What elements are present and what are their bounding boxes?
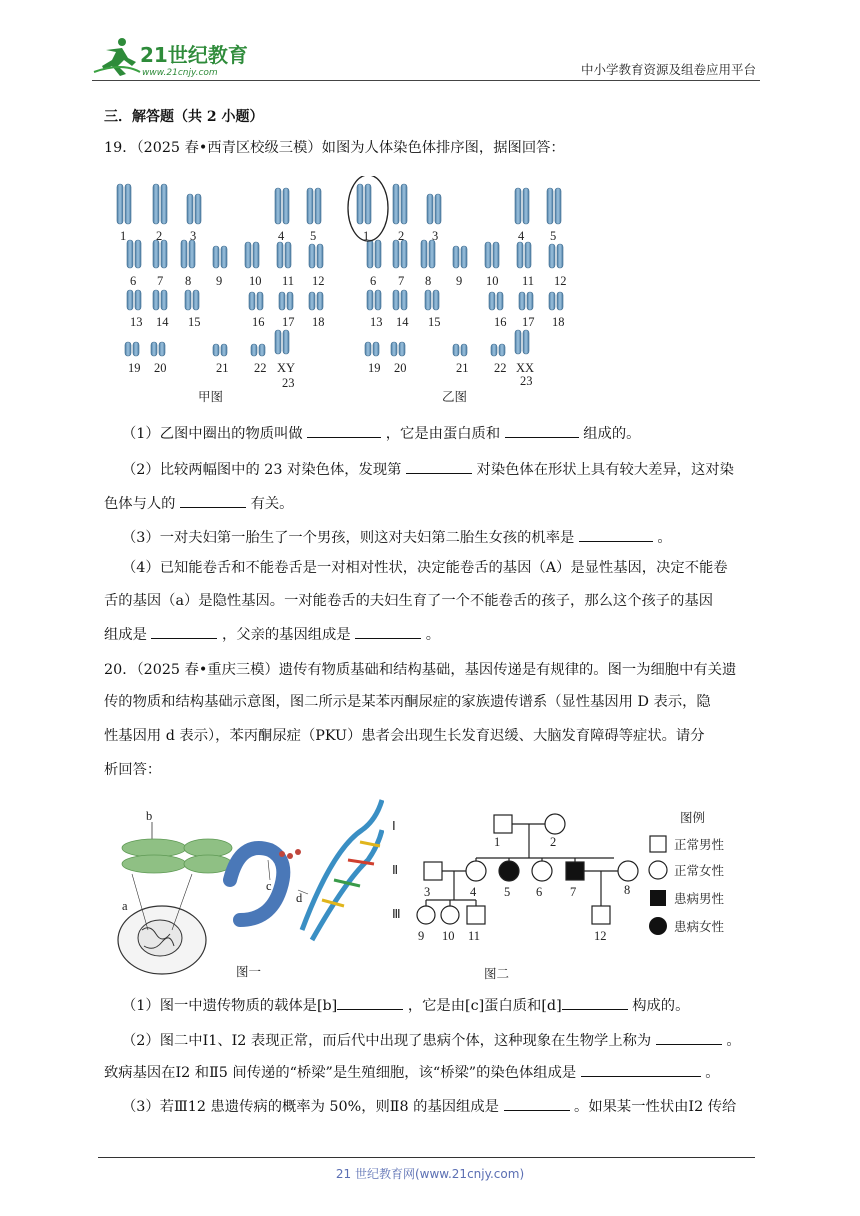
section-title: 三．解答题（共 2 小题） (104, 109, 264, 125)
caption-jia: 甲图 (198, 390, 224, 404)
answer-blank[interactable] (656, 1030, 722, 1045)
chromosome (189, 240, 195, 268)
chromosome (275, 188, 281, 224)
svg-text:19: 19 (368, 361, 381, 375)
svg-text:2: 2 (156, 229, 163, 243)
footer-text: 21 世纪教育网(www.21cnjy.com) (335, 1167, 525, 1181)
chromosome (309, 244, 315, 268)
chromosome (315, 188, 321, 224)
svg-text:11: 11 (522, 274, 535, 288)
svg-text:10: 10 (486, 274, 499, 288)
chromosome (485, 242, 491, 268)
chromosome (283, 330, 289, 354)
svg-text:21: 21 (456, 361, 469, 375)
chromosome (185, 290, 191, 310)
pedigree-legend (649, 810, 725, 935)
chromosome (489, 292, 495, 310)
svg-text:XX: XX (516, 361, 535, 375)
chromosome (245, 242, 251, 268)
chromosome (275, 330, 281, 354)
svg-text:XY: XY (277, 361, 296, 375)
svg-text:17: 17 (522, 315, 535, 329)
chromosome (557, 244, 563, 268)
chromosome (491, 344, 497, 356)
svg-text:23: 23 (282, 376, 295, 390)
chromosome (287, 292, 293, 310)
svg-text:7: 7 (570, 885, 577, 899)
answer-blank[interactable] (581, 1062, 701, 1077)
chromosome (429, 240, 435, 268)
pedigree-III12 (592, 906, 610, 924)
pedigree-II3 (424, 862, 442, 880)
chromosome (151, 342, 157, 356)
chromosome (497, 292, 503, 310)
chromosome (367, 240, 373, 268)
chromosome (133, 342, 139, 356)
q20-line3: 性基因用 d 表示），苯丙酮尿症（PKU）患者会出现生长发育迟缓、大脑发育障碍等症状。请分 (104, 728, 705, 744)
svg-text:3: 3 (432, 229, 439, 243)
chromosome (453, 246, 459, 268)
chromosome (357, 184, 363, 224)
svg-text:5: 5 (310, 229, 317, 243)
svg-text:5: 5 (504, 885, 511, 899)
svg-text:5: 5 (550, 229, 557, 243)
chromosome (117, 184, 123, 224)
chromosome (401, 184, 407, 224)
chromosome (259, 344, 265, 356)
chromosome (213, 344, 219, 356)
chromosome (393, 240, 399, 268)
answer-blank[interactable] (355, 624, 421, 639)
pedigree-III9 (417, 906, 435, 924)
svg-text:正常男性: 正常男性 (674, 838, 725, 852)
pedigree-figure (384, 800, 776, 986)
q20-part2: （2）图二中Ⅰ1、Ⅰ2 表现正常，而后代中出现了患病个体，这种现象在生物学上称为 。 (122, 1030, 741, 1051)
chromosome (515, 188, 521, 224)
q20-part2-cont: 致病基因在Ⅰ2 和Ⅱ5 间传递的“桥梁”是生殖细胞，该“桥梁”的染色体组成是 。 (104, 1062, 720, 1083)
chromosome (375, 290, 381, 310)
svg-text:4: 4 (470, 885, 477, 899)
chromosome (375, 240, 381, 268)
svg-text:23: 23 (520, 374, 533, 388)
svg-text:4: 4 (518, 229, 525, 243)
svg-text:6: 6 (536, 885, 543, 899)
chromosome (153, 290, 159, 310)
q20-line4: 析回答： (104, 762, 162, 778)
chromosome (365, 184, 371, 224)
svg-text:8: 8 (425, 274, 432, 288)
chromosome (421, 240, 427, 268)
svg-text:12: 12 (594, 929, 607, 943)
svg-text:a: a (122, 899, 128, 913)
chromosome (159, 342, 165, 356)
chromosome (525, 242, 531, 268)
svg-text:20: 20 (394, 361, 407, 375)
svg-text:21: 21 (216, 361, 229, 375)
svg-text:6: 6 (130, 274, 137, 288)
q19-part3: （3）一对夫妇第一胎生了一个男孩，则这对夫妇第二胎生女孩的机率是 。 (122, 527, 672, 548)
chromosome (433, 290, 439, 310)
chromosome (517, 242, 523, 268)
svg-text:Ⅱ: Ⅱ (392, 863, 399, 877)
svg-text:19: 19 (128, 361, 141, 375)
chromosome (161, 184, 167, 224)
q20-line2: 传的物质和结构基础示意图，图二所示是某苯丙酮尿症的家族遗传谱系（显性基因用 D 表示，隐 (104, 694, 711, 710)
svg-text:患病男性: 患病男性 (674, 892, 725, 906)
svg-text:7: 7 (398, 274, 405, 288)
chromosome-pairs (117, 184, 563, 356)
pedigree-II7 (566, 862, 584, 880)
pedigree-I1 (494, 815, 512, 833)
chromosome (279, 292, 285, 310)
chromosome (125, 342, 131, 356)
svg-text:患病女性: 患病女性 (674, 920, 725, 934)
dna-double-helix (302, 800, 382, 940)
chromosome (125, 184, 131, 224)
svg-text:12: 12 (554, 274, 567, 288)
svg-text:18: 18 (312, 315, 325, 329)
chromosome (527, 292, 533, 310)
svg-text:9: 9 (456, 274, 463, 288)
svg-text:1: 1 (363, 229, 370, 243)
pedigree-II6 (532, 861, 552, 881)
pedigree-II8 (618, 861, 638, 881)
chromosome (161, 290, 167, 310)
chromosome (317, 244, 323, 268)
svg-text:16: 16 (252, 315, 265, 329)
platform-name: 中小学教育资源及组卷应用平台 (580, 62, 756, 77)
svg-text:14: 14 (156, 315, 169, 329)
chromosome (257, 292, 263, 310)
pedigree-III10 (441, 906, 459, 924)
chromosome (549, 292, 555, 310)
chromosome (253, 242, 259, 268)
q19-intro: 19．（2025 春•西青区校级三模）如图为人体染色体排序图，据图回答： (104, 140, 565, 156)
svg-text:b: b (146, 809, 153, 823)
runner-icon (94, 38, 140, 76)
chromosome (453, 344, 459, 356)
svg-text:Ⅰ: Ⅰ (392, 819, 396, 833)
chromosome (393, 184, 399, 224)
chromosome (161, 240, 167, 268)
svg-text:17: 17 (282, 315, 295, 329)
chromosome (391, 342, 397, 356)
svg-text:1: 1 (494, 835, 501, 849)
chromosome (401, 240, 407, 268)
chromosome (515, 330, 521, 354)
answer-blank[interactable] (307, 423, 381, 438)
answer-blank[interactable] (505, 423, 579, 438)
chromosome (523, 188, 529, 224)
footer-divider (98, 1157, 755, 1158)
chromosome (187, 194, 193, 224)
chromosome (221, 246, 227, 268)
cell-a (118, 906, 206, 974)
chromosome (127, 290, 133, 310)
answer-blank[interactable] (579, 527, 653, 542)
chromosome (285, 242, 291, 268)
svg-text:7: 7 (157, 274, 164, 288)
svg-text:16: 16 (494, 315, 507, 329)
svg-text:22: 22 (494, 361, 507, 375)
chromosome (519, 292, 525, 310)
svg-text:3: 3 (190, 229, 197, 243)
chromosome (193, 290, 199, 310)
q19-part2: （2）比较两幅图中的 23 对染色体，发现第 对染色体在形状上具有较大差异，这对染 (122, 459, 734, 480)
q19-part4-line2: 舌的基因（a）是隐性基因。一对能卷舌的夫妇生育了一个不能卷舌的孩子，那么这个孩子的基因 (104, 593, 713, 609)
chromosome (221, 344, 227, 356)
svg-text:12: 12 (312, 274, 325, 288)
chromosome (251, 344, 257, 356)
answer-blank[interactable] (180, 493, 246, 508)
chromosome (461, 344, 467, 356)
answer-blank[interactable] (504, 1096, 570, 1111)
chromosome (307, 188, 313, 224)
svg-text:c: c (266, 879, 272, 893)
svg-text:8: 8 (185, 274, 192, 288)
svg-text:图例: 图例 (680, 811, 706, 825)
chromosome (499, 344, 505, 356)
chromosome (181, 240, 187, 268)
answer-blank[interactable] (562, 995, 628, 1010)
chromosome (393, 290, 399, 310)
svg-text:8: 8 (624, 883, 631, 897)
chromosome (373, 342, 379, 356)
svg-text:15: 15 (428, 315, 441, 329)
svg-text:2: 2 (398, 229, 405, 243)
svg-text:1: 1 (120, 229, 127, 243)
chromosome (401, 290, 407, 310)
chromosome (435, 194, 441, 224)
chromosome (135, 290, 141, 310)
chromosome (249, 292, 255, 310)
pedigree-I2 (545, 814, 565, 834)
svg-text:21世纪教育: 21世纪教育 (140, 43, 248, 67)
fig1-caption: 图一 (236, 965, 262, 979)
chromosome (309, 292, 315, 310)
chromosome (367, 290, 373, 310)
svg-text:15: 15 (188, 315, 201, 329)
svg-text:10: 10 (249, 274, 262, 288)
q19-part4-line3: 组成是 ，父亲的基因组成是 。 (104, 624, 440, 645)
q19-part1: （1）乙图中圈出的物质叫做 ，它是由蛋白质和 组成的。 (122, 423, 640, 444)
svg-text:4: 4 (278, 229, 285, 243)
svg-text:14: 14 (396, 315, 409, 329)
svg-text:18: 18 (552, 315, 565, 329)
svg-text:9: 9 (216, 274, 223, 288)
svg-text:11: 11 (282, 274, 295, 288)
chromosome (461, 246, 467, 268)
svg-text:d: d (296, 891, 303, 905)
svg-text:13: 13 (370, 315, 383, 329)
chromosome (555, 188, 561, 224)
chromosome (557, 292, 563, 310)
chromosome (283, 188, 289, 224)
svg-text:www.21cnjy.com: www.21cnjy.com (142, 68, 218, 78)
chromosome (195, 194, 201, 224)
pedigree-II5 (499, 861, 519, 881)
answer-blank[interactable] (151, 624, 217, 639)
q20-part3: （3）若Ⅲ12 患遗传病的概率为 50%，则Ⅱ8 的基因组成是 。如果某一性状由Ⅰ2 传给 (122, 1096, 736, 1117)
chromosome (277, 242, 283, 268)
chromosome (153, 184, 159, 224)
chromosome (523, 330, 529, 354)
q20-part1: （1）图一中遗传物质的载体是[b] ，它是由[c]蛋白质和[d] 构成的。 (122, 995, 689, 1016)
q20-line1: 20．（2025 春•重庆三模）遗传有物质基础和结构基础，基因传递是有规律的。图一为细胞中有关遗 (104, 662, 737, 678)
q19-part4: （4）已知能卷舌和不能卷舌是一对相对性状，决定能卷舌的基因（A）是显性基因，决定不能卷 (122, 560, 728, 576)
svg-text:Ⅲ: Ⅲ (392, 907, 401, 921)
pedigree-II4 (466, 861, 486, 881)
chromosome (427, 194, 433, 224)
chromosome (549, 244, 555, 268)
chromosome (127, 240, 133, 268)
caption-yi: 乙图 (442, 390, 468, 404)
figure-one (112, 790, 384, 990)
svg-text:6: 6 (370, 274, 377, 288)
chromosome (425, 290, 431, 310)
svg-text:正常女性: 正常女性 (674, 864, 725, 878)
svg-text:20: 20 (154, 361, 167, 375)
svg-text:22: 22 (254, 361, 267, 375)
chromosome-b (122, 839, 232, 873)
svg-text:9: 9 (418, 929, 425, 943)
chromosome (493, 242, 499, 268)
fig2-caption: 图二 (484, 967, 510, 981)
chromosome (213, 246, 219, 268)
answer-blank[interactable] (406, 459, 472, 474)
chromosome (153, 240, 159, 268)
chromosome (547, 188, 553, 224)
answer-blank[interactable] (337, 995, 403, 1010)
q19-part2-cont: 色体与人的 有关。 (104, 493, 293, 514)
header-divider (92, 80, 760, 81)
chromosome (317, 292, 323, 310)
svg-text:13: 13 (130, 315, 143, 329)
svg-text:3: 3 (424, 885, 431, 899)
svg-text:11: 11 (468, 929, 481, 943)
chromosome (365, 342, 371, 356)
chromosome (135, 240, 141, 268)
pedigree-III11 (467, 906, 485, 924)
svg-text:10: 10 (442, 929, 455, 943)
chromosome (399, 342, 405, 356)
site-logo (92, 36, 262, 80)
svg-text:2: 2 (550, 835, 557, 849)
karyotype-figure (112, 176, 582, 408)
